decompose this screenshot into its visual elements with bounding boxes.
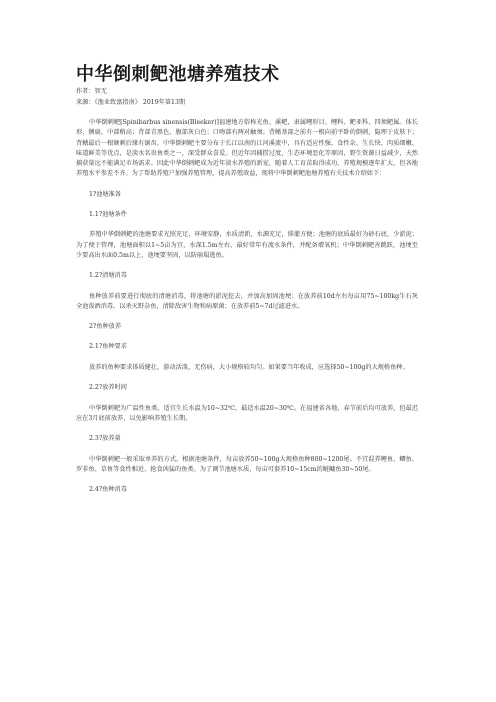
- section-paragraph: 中华倒刺鲃为广温性鱼类，适宜生长水温为10~32℃，最适水温20~30℃。在福建省各地，春节前后均可放养，但最迟应在3月底前放养，以免影响养殖生长期。: [76, 404, 418, 422]
- section-heading: 2.2?放养时间: [89, 384, 127, 392]
- section-paragraph: 中华倒刺鲃一般采取单养的方式，根据池塘条件，每亩放养50~100g大规格鱼种800~1200尾。不宜混养鲤鱼、鲫鱼、罗非鱼、草鱼等食性相近、抢食凶猛的鱼类。为了调节池塘水质，每亩可套养10~15cm的鲢鳙鱼30~50尾。: [76, 455, 418, 473]
- section-paragraph: 鱼种放养前要进行彻底的清塘消毒，将池塘的淤泥挖去，并加高加固池埂；在放养前10d左右每亩用75~100kg生石灰全池泼洒消毒，以杀灭野杂鱼，清除敌害生物和病原菌；在放养前5~7d过滤进水。: [76, 292, 418, 310]
- section-heading: 1.1?池塘条件: [89, 210, 127, 218]
- intro-paragraph: 中华倒刺鲃[Spinibarbus sinensis(Bleeker)]福建地方俗称光鱼、溪鲃，隶属鲤形目、鲤科、鲃亚科、四须鲃属。体长形，侧扁，中部稍高；背部青黑色，腹部灰白色；口吻部有两对触须；背鳍基部之前有一根向前平卧的倒刺，隐埋于皮肤下；背鳍最后一根硬刺后缘有锯齿。中华倒刺鲃主要分布于长江以南的江河溪流中，具有适应性强、食性杂、生长快、肉质细嫩、味道鲜美等优点，是淡水名贵鱼类之一，深受群众喜爱。但近年因捕捞过度，生态环境恶化等原因，野生资源日益减少，天然捕获量远不能满足市场需求。因此中华倒刺鲃成为近年淡水养殖的新宠，随着人工育苗取得成功，养殖规模逐年扩大，但各地养殖水平参差不齐。为了帮助养殖户加强养殖管理，提高养殖效益，现将中华倒刺鲃池塘养殖有关技术介绍如下：: [76, 119, 418, 178]
- section-heading: 2.3?放养量: [89, 435, 121, 443]
- article-author: 作者：智无: [76, 88, 107, 95]
- article-source: 来源：《渔业致富指南》 2019年第13期: [76, 99, 186, 106]
- article-title: 中华倒刺鲃池塘养殖技术: [76, 64, 280, 85]
- section-paragraph: 放养的鱼种要求体质健壮，游动活泼，无伤病，大小规格较均匀。如果要当年收成，应选择50~100g的大规格鱼种。: [89, 363, 409, 371]
- article-body: [76, 108, 418, 495]
- section-heading: 2?鱼种放养: [89, 323, 122, 331]
- section-heading: 2.1?鱼种要求: [89, 343, 127, 351]
- section-paragraph: 养殖中华倒刺鲃的池塘要求光照充足，环境安静，水质清新，水源充足，排灌方便；池塘的底质最好为砂石底，少淤泥；为了便于管理，池塘面积以1~5亩为宜，水深1.5m左右，最好常年有流水条件，并配备增氧机；中华倒刺鲃善跳跃，池埂至少要高出水面0.5m以上，池埂要坚固，以防崩塌逃鱼。: [76, 231, 418, 259]
- section-heading: 1?池塘准备: [89, 190, 122, 198]
- section-heading: 2.4?鱼种消毒: [89, 486, 127, 494]
- section-heading: 1.2?清塘消毒: [89, 272, 127, 280]
